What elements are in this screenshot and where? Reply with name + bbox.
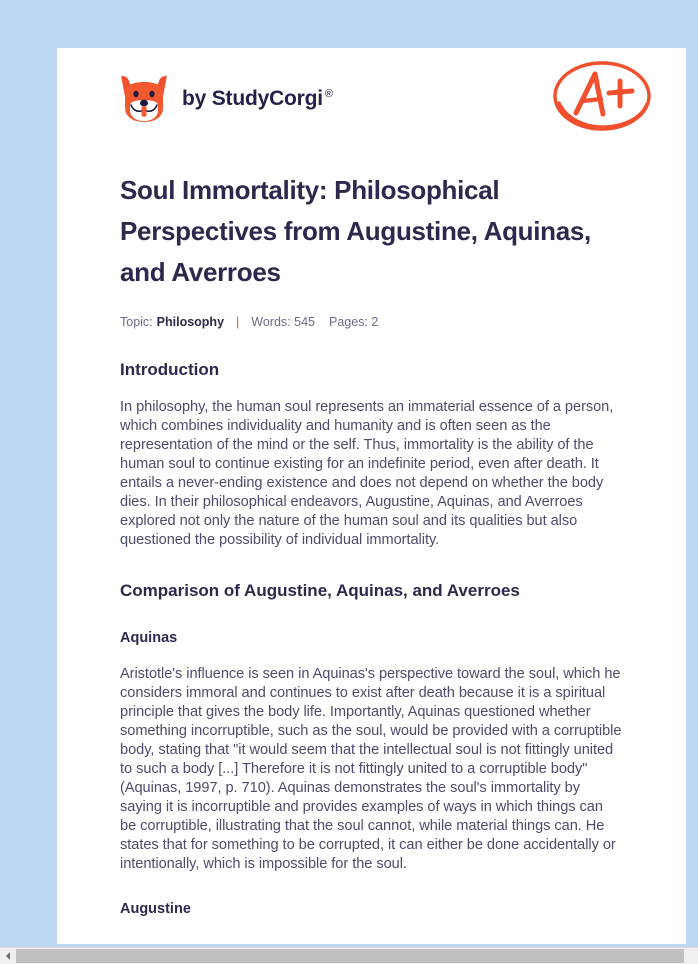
section-heading-comparison: Comparison of Augustine, Aquinas, and Averroes [120, 581, 520, 601]
document-content [57, 170, 686, 919]
meta-separator: | [236, 315, 240, 330]
section-heading-introduction: Introduction [120, 360, 220, 380]
word-count: Words: 545 [251, 315, 315, 330]
corgi-face-icon [120, 72, 168, 124]
brand-name-text: by StudyCorgi [182, 87, 323, 110]
page-title: Soul Immortality: Philosophical Perspectives from Augustine, Aquinas, and Averroes [120, 175, 591, 288]
document-meta [120, 315, 623, 329]
scrollbar-track[interactable] [16, 948, 698, 964]
section-heading-augustine: Augustine [120, 900, 191, 917]
registered-trademark-icon: ® [324, 88, 333, 100]
paragraph-aquinas: Aristotle's influence is seen in Aquinas's perspective toward the soul, which he considers immoral and continues to exist after death because it is a spiritual principle that gives the body life. Importantly, Aquinas questioned whether something incorruptible, such as the soul, would be provided with a corruptible body, stating that "it would seem that the intellectual soul is not fittingly united to such a body [...] Therefore it is not fittingly united to a corruptible body" (Aquinas, 1997, p. 710). Aquinas demonstrates the soul's immortality by saying it is incorruptible and provides examples of ways in which things can be corruptible, illustrating that the soul cannot, while material things can. He states that for something to be corrupted, it can either be done accidentally or intentionally, which is impossible for the soul. [120, 665, 622, 872]
paragraph-introduction: In philosophy, the human soul represents an immaterial essence of a person, which combines individuality and humanity and is often seen as the representation of the mind or the self. Thus, immortality is the ability of the human soul to continue existing for an indefinite period, even after death. It entails a never-ending existence and does not depend on whether the body dies. In their philosophical endeavors, Augustine, Aquinas, and Averroes explored not only the nature of the human soul and its qualities but also questioned the possibility of individual immortality. [120, 399, 614, 549]
page-count: Pages: 2 [328, 315, 379, 330]
brand-name [182, 87, 333, 111]
chevron-left-icon[interactable] [0, 948, 16, 964]
document-header [57, 48, 686, 156]
horizontal-scrollbar[interactable] [0, 947, 698, 964]
section-heading-aquinas: Aquinas [120, 630, 178, 647]
topic-label: Topic: [120, 315, 153, 330]
document-page-card [57, 48, 686, 944]
scrollbar-thumb[interactable] [16, 949, 684, 963]
a-plus-grade-icon [550, 56, 654, 140]
studycorgi-brand[interactable] [120, 72, 333, 124]
topic-link[interactable]: Philosophy [156, 315, 225, 330]
